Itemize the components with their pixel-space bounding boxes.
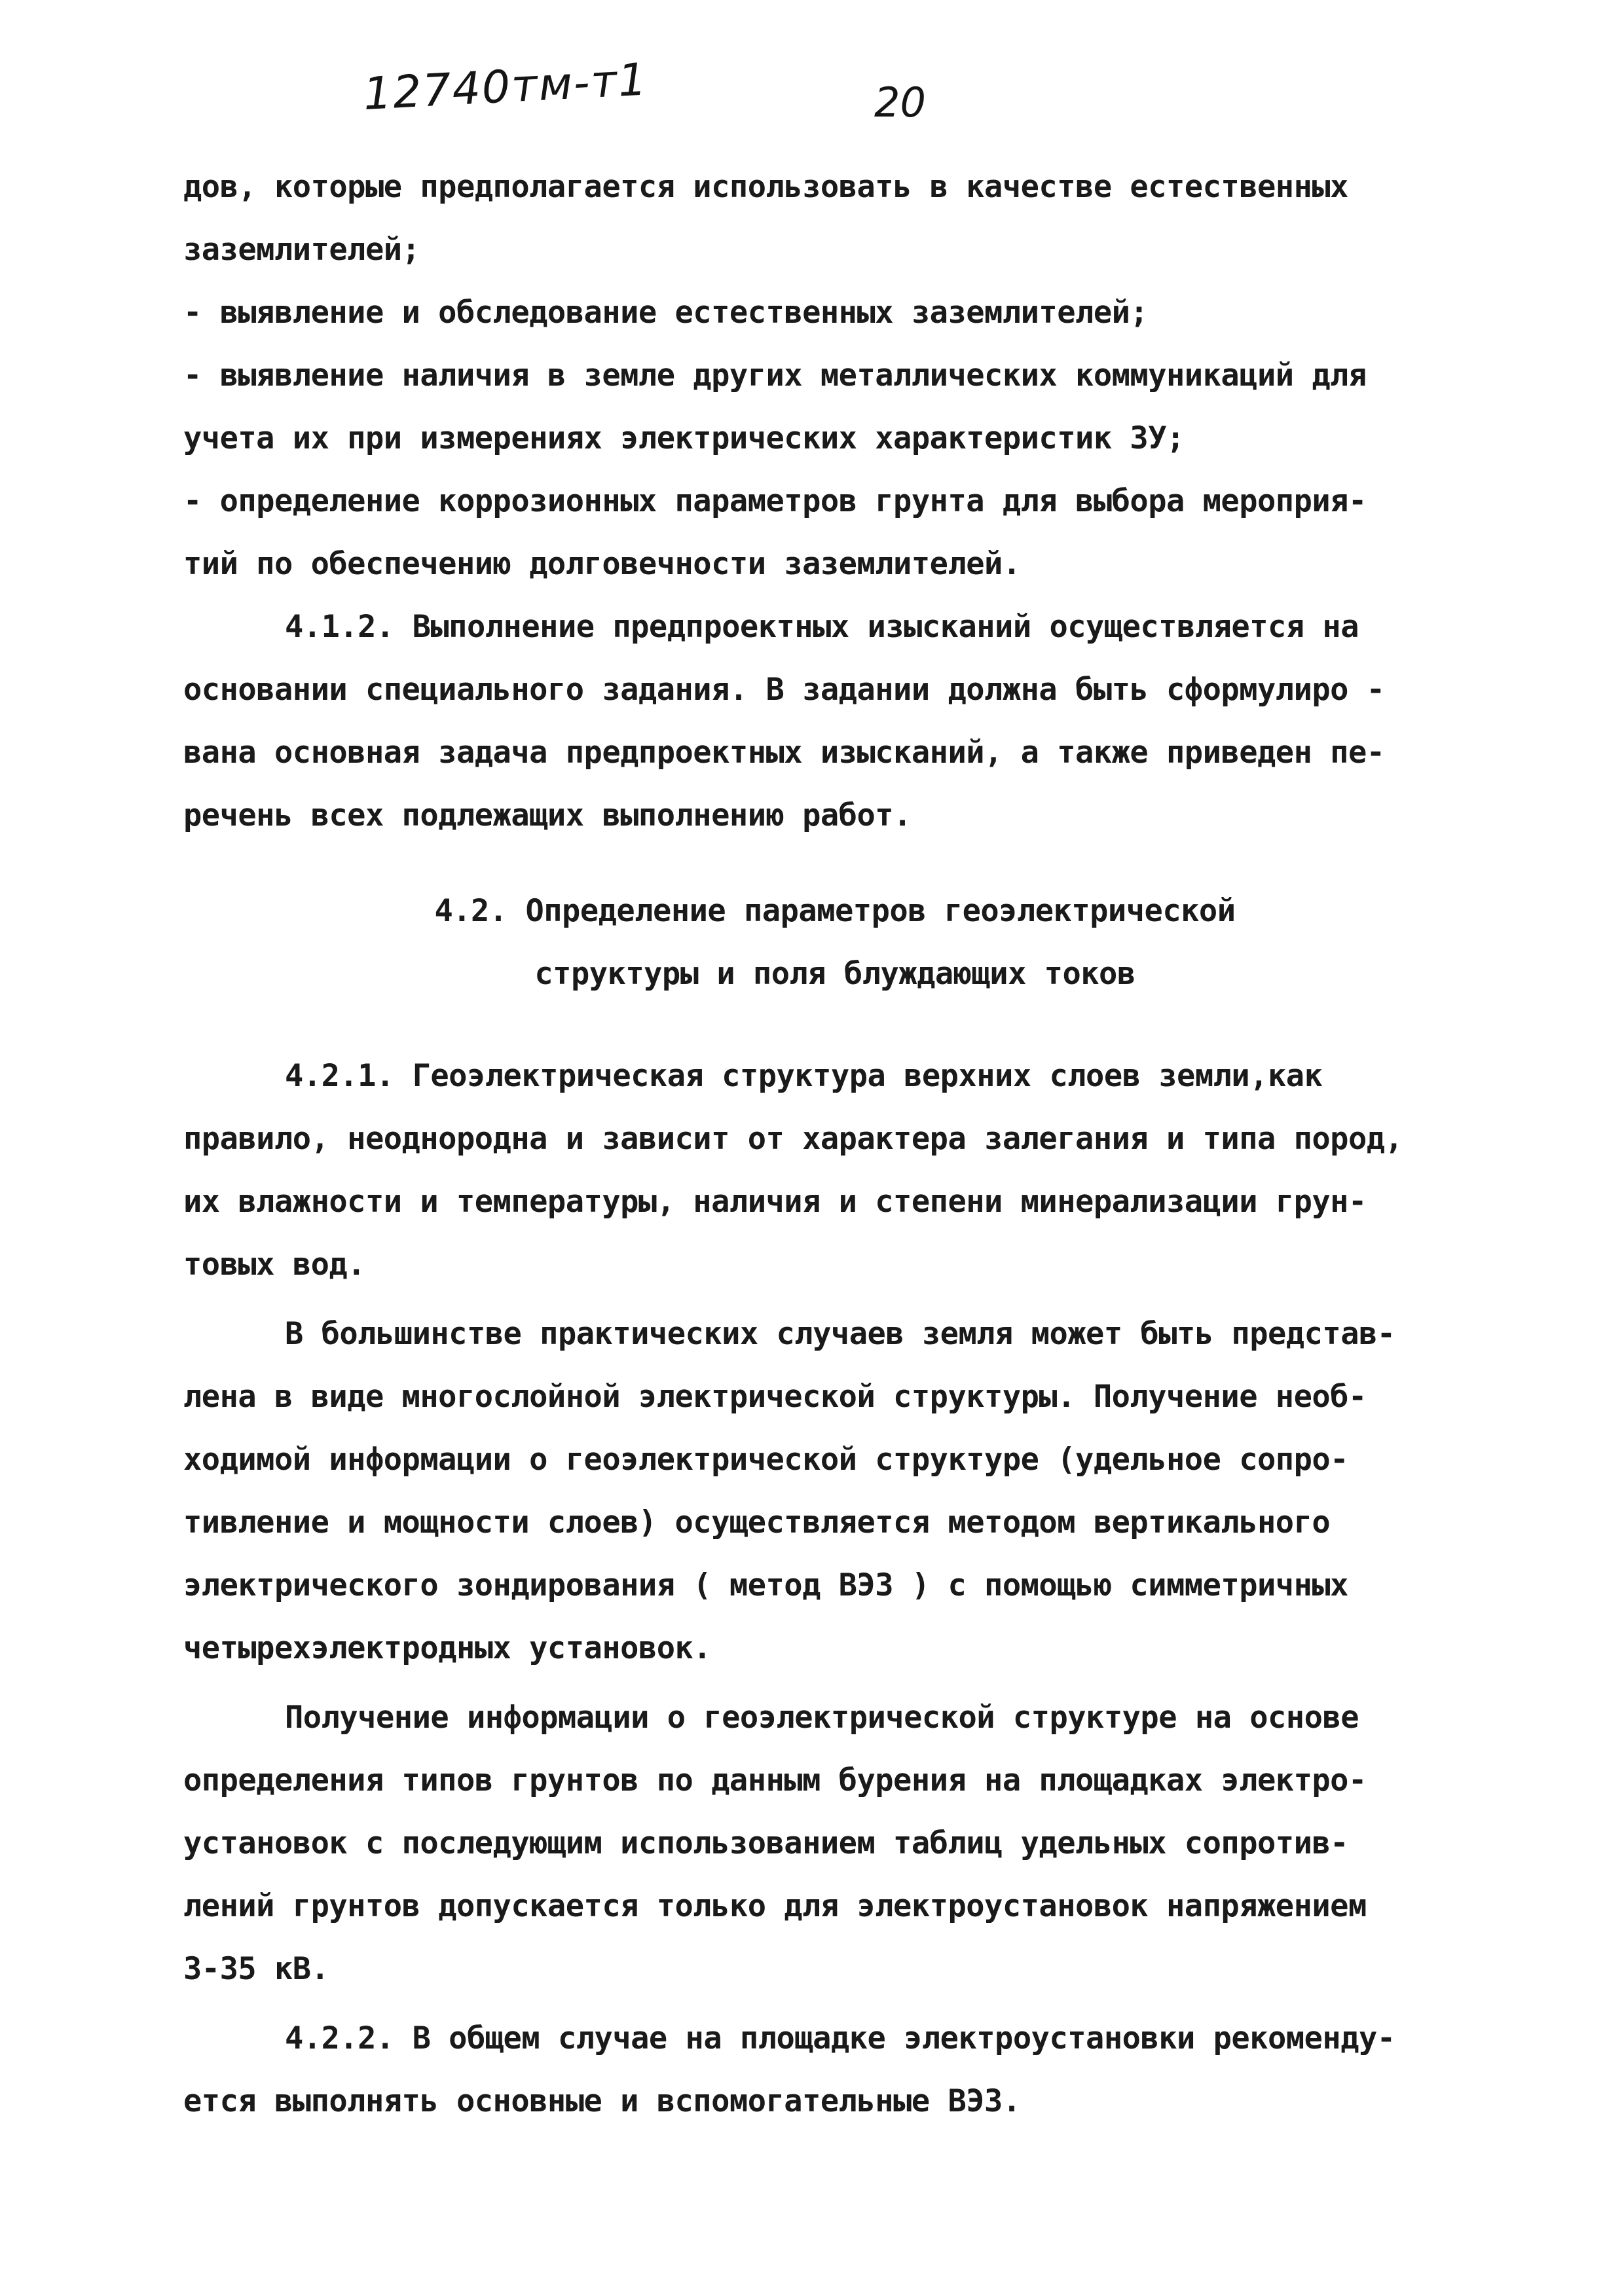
list-continuation bbox=[183, 156, 1486, 596]
text-line: 4.1.2. Выполнение предпроектных изысканий осуществляется на bbox=[285, 609, 1359, 645]
section-heading bbox=[183, 880, 1486, 1006]
text-line: заземлителей; bbox=[183, 232, 420, 268]
paragraph-4-2-1 bbox=[183, 1045, 1486, 1296]
text-line: 4.2.2. В общем случае на площадке электроустановки рекоменду- bbox=[285, 2020, 1395, 2056]
document-code: 12740тм-т1 bbox=[361, 54, 650, 120]
text-line: учета их при измерениях электрических характеристик ЗУ; bbox=[183, 420, 1185, 456]
text-line: электрического зондирования ( метод ВЭЗ ) с помощью симметричных bbox=[183, 1567, 1348, 1603]
text-line: установок с последующим использованием таблиц удельных сопротив- bbox=[183, 1825, 1348, 1861]
body-text bbox=[183, 156, 1486, 2133]
text-line: лений грунтов допускается только для электроустановок напряжением bbox=[183, 1888, 1367, 1924]
text-line: тий по обеспечению долговечности заземлителей. bbox=[183, 546, 1021, 582]
text-line: их влажности и температуры, наличия и степени минерализации грун- bbox=[183, 1184, 1367, 1220]
text-line: ется выполнять основные и вспомогательные ВЭЗ. bbox=[183, 2083, 1021, 2119]
text-line: вана основная задача предпроектных изысканий, а также приведен пе- bbox=[183, 735, 1385, 771]
list-item: - выявление и обследование естественных заземлителей; bbox=[183, 295, 1149, 331]
paragraph-drilling bbox=[183, 1686, 1486, 2001]
text-line: лена в виде многослойной электрической структуры. Получение необ- bbox=[183, 1379, 1367, 1415]
text-line: определения типов грунтов по данным бурения на площадках электро- bbox=[183, 1762, 1367, 1798]
text-line: основании специального задания. В задании должна быть сформулиро - bbox=[183, 672, 1385, 708]
list-item: - определение коррозионных параметров грунта для выбора мероприя- bbox=[183, 483, 1367, 519]
text-line: речень всех подлежащих выполнению работ. bbox=[183, 797, 912, 833]
text-line: товых вод. bbox=[183, 1247, 365, 1283]
text-line: тивление и мощности слоев) осуществляется методом вертикального bbox=[183, 1504, 1331, 1540]
text-line: Получение информации о геоэлектрической структуре на основе bbox=[285, 1700, 1359, 1736]
text-line: В большинстве практических случаев земля может быть представ- bbox=[285, 1316, 1395, 1352]
text-line: ходимой информации о геоэлектрической структуре (удельное сопро- bbox=[183, 1442, 1348, 1478]
text-line: четырехэлектродных установок. bbox=[183, 1630, 712, 1666]
paragraph-vez-method bbox=[183, 1303, 1486, 1680]
list-item: - выявление наличия в земле других металлических коммуникаций для bbox=[183, 357, 1367, 393]
text-line: правило, неоднородна и зависит от характера залегания и типа пород, bbox=[183, 1121, 1403, 1157]
section-heading-line-1: 4.2. Определение параметров геоэлектрической bbox=[434, 893, 1236, 929]
text-line: дов, которые предполагается использовать в качестве естественных bbox=[183, 169, 1348, 205]
section-heading-line-2: структуры и поля блуждающих токов bbox=[534, 956, 1135, 992]
text-line: 3-35 кВ. bbox=[183, 1951, 329, 1987]
text-line: 4.2.1. Геоэлектрическая структура верхних слоев земли,как bbox=[285, 1058, 1323, 1094]
paragraph-4-1-2 bbox=[183, 596, 1486, 847]
paragraph-4-2-2 bbox=[183, 2007, 1486, 2133]
page-number: 20 bbox=[874, 79, 926, 126]
